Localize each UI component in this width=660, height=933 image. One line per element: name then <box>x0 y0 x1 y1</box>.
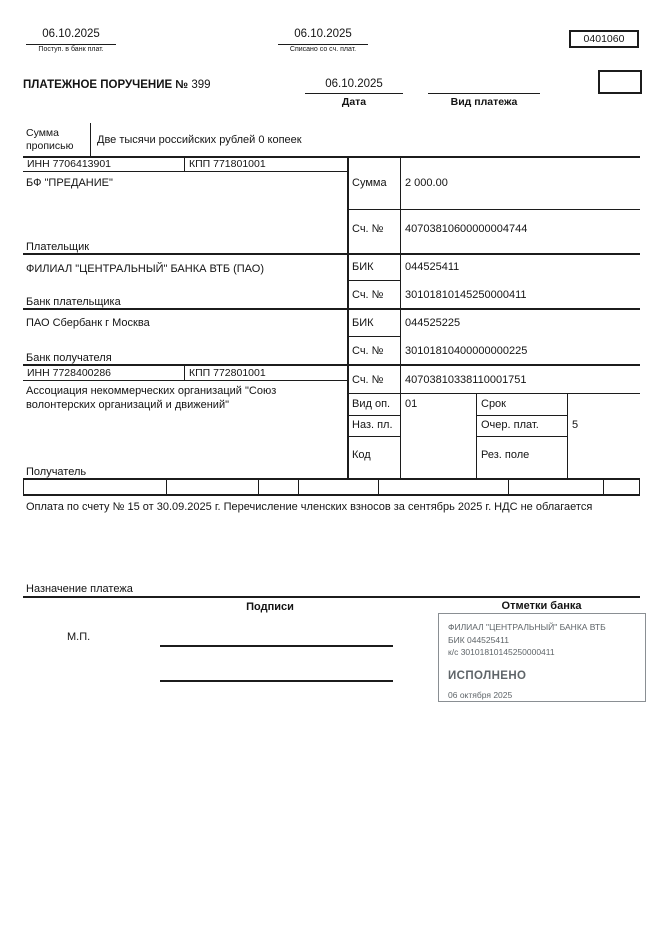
payer-bank-label: Банк плательщика <box>26 296 121 308</box>
receiver-account-label: Сч. № <box>352 374 384 386</box>
amount-in-words-label: Сумма прописью <box>26 127 74 152</box>
divider-line <box>347 209 640 210</box>
receiver-inn: ИНН 7728400286 <box>27 367 112 379</box>
divider-line <box>476 436 567 437</box>
form-code-box <box>569 30 639 48</box>
receiver-name: Ассоциация некоммерческих организаций "Союз волонтерских организаций и движений" <box>26 385 277 411</box>
divider-line <box>347 415 400 416</box>
debited-from-account-caption: Списано со сч. плат. <box>289 46 357 53</box>
stamp-place-label: М.П. <box>67 631 91 643</box>
divider-line <box>278 44 368 45</box>
signature-line <box>160 645 393 647</box>
signature-line <box>160 680 393 682</box>
divider-line <box>378 478 379 495</box>
receiver-bank-bik-label: БИК <box>352 317 374 329</box>
divider-line <box>90 123 91 156</box>
priority-value: 5 <box>572 419 579 431</box>
divider-line <box>400 156 401 480</box>
document-number: 399 <box>191 79 211 91</box>
receiver-bank-account-label: Сч. № <box>352 345 384 357</box>
divider-line <box>26 44 116 45</box>
divider-line <box>428 93 540 94</box>
divider-line <box>184 364 185 380</box>
divider-line <box>23 478 24 495</box>
payer-label: Плательщик <box>26 241 90 253</box>
divider-line <box>166 478 167 495</box>
receiver-bank-bik-value: 044525225 <box>405 317 461 329</box>
date-caption: Дата <box>341 96 367 108</box>
document-title-text: ПЛАТЕЖНОЕ ПОРУЧЕНИЕ № <box>23 79 189 91</box>
payer-inn: ИНН 7706413901 <box>27 158 112 170</box>
payer-bank-account-value: 30101810145250000411 <box>405 289 527 301</box>
amount-value: 2 000.00 <box>405 177 448 189</box>
payment-kind-box <box>598 70 642 94</box>
receiver-kpp: КПП 772801001 <box>189 367 266 379</box>
section-line <box>23 596 640 598</box>
divider-line <box>567 393 568 480</box>
section-line <box>23 494 640 496</box>
divider-line <box>23 380 347 381</box>
form-code: 0401060 <box>583 33 625 45</box>
divider-line <box>305 93 403 94</box>
purpose-code-label: Наз. пл. <box>352 419 393 431</box>
payment-purpose-text: Оплата по счету № 15 от 30.09.2025 г. Перечисление членских взносов за сентябрь 2025 г. НДС не облагается <box>26 501 593 513</box>
stamp-bik: БИК 044525411 <box>448 634 509 645</box>
document-date: 06.10.2025 <box>325 78 383 90</box>
section-line <box>23 478 640 480</box>
divider-line <box>347 336 400 337</box>
section-line <box>23 364 640 366</box>
receiver-account-value: 40703810338110001751 <box>405 374 527 386</box>
document-title <box>23 79 211 91</box>
payer-name: БФ "ПРЕДАНИЕ" <box>26 177 113 189</box>
signatures-header: Подписи <box>246 601 294 613</box>
divider-line <box>476 415 567 416</box>
divider-line <box>347 436 400 437</box>
divider-line <box>347 280 400 281</box>
section-line <box>23 253 640 255</box>
amount-in-words-value: Две тысячи российских рублей 0 копеек <box>97 134 302 146</box>
payer-kpp: КПП 771801001 <box>189 158 266 170</box>
divider-line <box>639 478 640 495</box>
receiver-bank-label: Банк получателя <box>26 352 112 364</box>
payer-bank-account-label: Сч. № <box>352 289 384 301</box>
payment-purpose-label: Назначение платежа <box>26 583 133 595</box>
term-label: Срок <box>481 398 506 410</box>
reserve-field-label: Рез. поле <box>481 449 530 461</box>
bank-marks-header: Отметки банка <box>501 600 582 612</box>
payer-account-value: 40703810600000004744 <box>405 223 528 235</box>
divider-line <box>184 156 185 171</box>
divider-line <box>347 156 349 480</box>
priority-label: Очер. плат. <box>481 419 539 431</box>
divider-line <box>603 478 604 495</box>
receiver-bank-name: ПАО Сбербанк г Москва <box>26 317 150 329</box>
payer-bank-bik-label: БИК <box>352 261 374 273</box>
received-in-bank-date: 06.10.2025 <box>42 28 100 40</box>
stamp-corr-account: к/с 30101810145250000411 <box>448 647 555 657</box>
section-line <box>23 156 640 158</box>
op-kind-value: 01 <box>405 398 418 410</box>
divider-line <box>476 393 477 480</box>
receiver-bank-account-value: 30101810400000000225 <box>405 345 528 357</box>
divider-line <box>508 478 509 495</box>
debited-from-account-date: 06.10.2025 <box>294 28 352 40</box>
stamp-date: 06 октября 2025 <box>448 690 513 700</box>
receiver-label: Получатель <box>26 466 87 478</box>
divider-line <box>23 171 347 172</box>
payer-bank-bik-value: 044525411 <box>405 261 460 273</box>
received-in-bank-caption: Поступ. в банк плат. <box>38 46 104 53</box>
payment-kind-caption: Вид платежа <box>450 96 518 108</box>
amount-label: Сумма <box>352 177 387 189</box>
section-line <box>23 308 640 310</box>
divider-line <box>258 478 259 495</box>
stamp-bank-name: ФИЛИАЛ "ЦЕНТРАЛЬНЫЙ" БАНКА ВТБ <box>448 622 606 632</box>
payer-bank-name: ФИЛИАЛ "ЦЕНТРАЛЬНЫЙ" БАНКА ВТБ (ПАО) <box>26 263 264 275</box>
stamp-status: ИСПОЛНЕНО <box>448 669 527 682</box>
payer-account-label: Сч. № <box>352 223 384 235</box>
divider-line <box>298 478 299 495</box>
code-label: Код <box>352 449 371 461</box>
op-kind-label: Вид оп. <box>352 398 391 410</box>
divider-line <box>347 393 640 394</box>
bank-stamp <box>438 613 646 702</box>
